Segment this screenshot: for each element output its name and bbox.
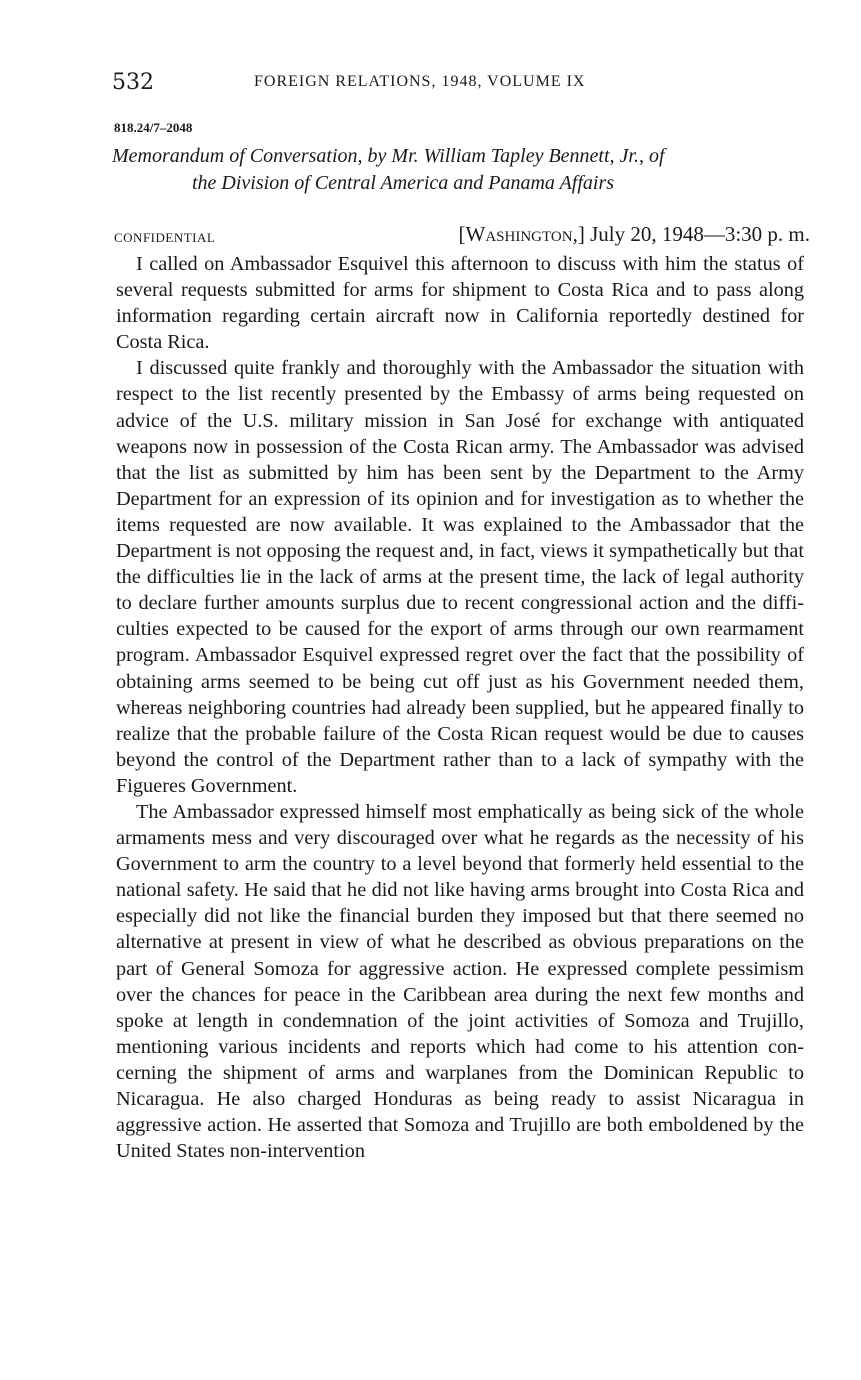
paragraph-3: The Ambassador expressed himself most emphatically as being sick of the whole armaments mess and very discouraged over what he regards as the necessity of his Government to arm the country to a level beyond that formerly held essential to the national safety. He said that he did not like having arms brought into Costa Rica and especially did not like the financial burden they imposed but that there seemed no alternative at present in view of what he described as obvious preparations on the part of General Somoza for aggressive action. He expressed complete pessimism over the chances for peace in the Caribbean area during the next few months and spoke at length in condemnation of the joint activities of Somoza and Trujillo, mentioning various incidents and reports which had come to his attention concerning the shipment of arms and warplanes from the Dominican Republic to Nicaragua. He also charged Honduras as being ready to assist Nicaragua in aggressive action. He asserted that Somoza and Trujillo are both emboldened by the United States non-intervention — [116, 800, 804, 1163]
place: [Washington,] — [458, 222, 585, 246]
date-time: July 20, 1948—3:30 p. m. — [590, 222, 810, 246]
classification-label: CONFIDENTIAL — [114, 230, 216, 245]
memorandum-body — [116, 251, 804, 1164]
document-title — [112, 143, 812, 197]
place-and-date — [459, 222, 810, 247]
page-number: 532 — [112, 70, 154, 95]
title-line-1: Memorandum of Conversation, by Mr. William Tapley Bennett, Jr., of — [112, 145, 665, 167]
paragraph-2: I discussed quite frankly and thoroughly with the Ambassador the situation with respect to the list recently presented by the Embassy of arms being requested on advice of the U.S. military mission in San José for exchange with antiquated weapons now in possession of the Costa Rican army. The Ambassador was advised that the list as submitted by him has been sent by the Department to the Army Department for an expression of its opinion and for investigation as to whether the items requested are now available. It was explained to the Ambassador that the Department is not opposing the request and, in fact, views it sympathetically but that the difficulties lie in the lack of arms at the present time, the lack of legal authority to declare further amounts surplus due to recent congressional action and the difficulties expected to be caused for the export of arms through our own rearmament program. Ambassador Esquivel expressed regret over the fact that the possibility of obtaining arms seemed to be being cut off just as his Government needed them, whereas neighboring countries had already been supplied, but he appeared finally to realize that the probable failure of the Costa Rican request would be due to causes beyond the control of the Department rather than to a lack of sympathy with the Figueres Government. — [116, 357, 804, 797]
running-head: FOREIGN RELATIONS, 1948, VOLUME IX — [254, 73, 586, 90]
page-header — [112, 70, 812, 100]
file-number: 818.24/7–2048 — [114, 120, 193, 135]
dateline — [114, 222, 810, 252]
title-line-2: the Division of Central America and Panama Affairs — [192, 172, 615, 194]
paragraph-1: I called on Ambassador Esquivel this afternoon to discuss with him the status of several requests submitted for arms for shipment to Costa Rica and to pass along information regarding certain aircraft now in California reportedly destined for Costa Rica. — [116, 253, 804, 354]
